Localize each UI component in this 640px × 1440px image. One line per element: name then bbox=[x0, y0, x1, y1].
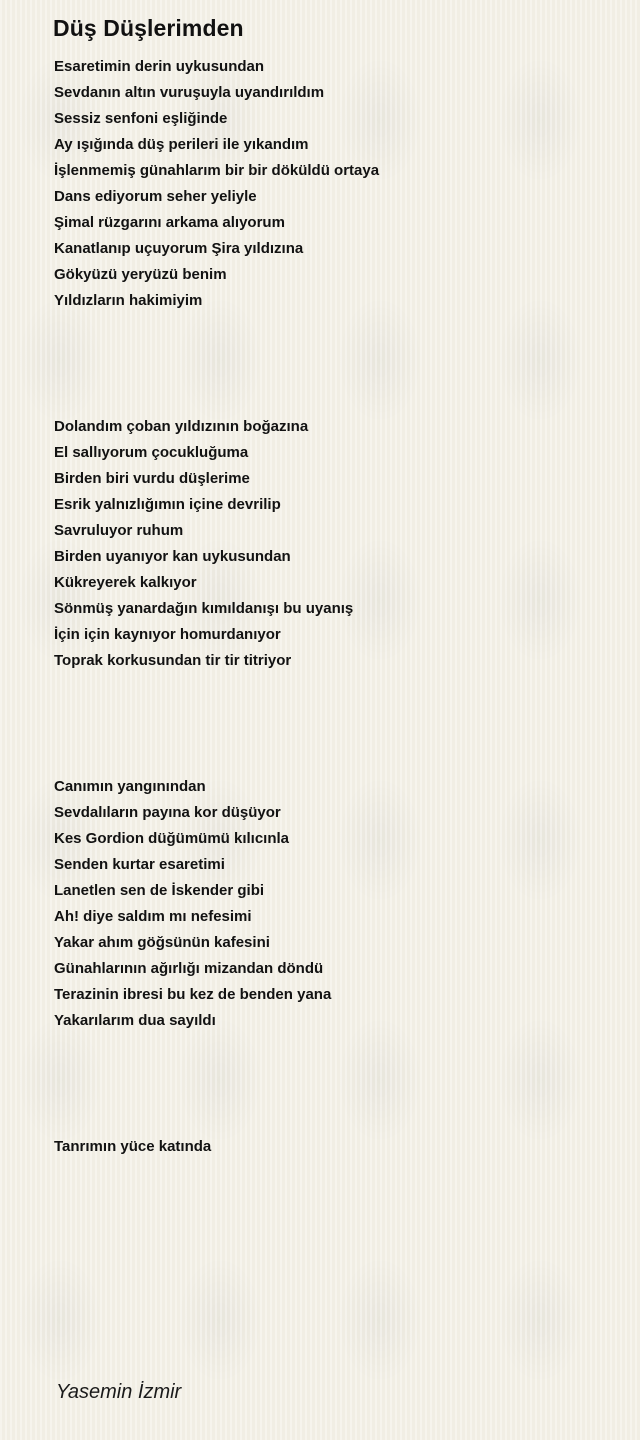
poem-line: Kükreyerek kalkıyor bbox=[54, 574, 197, 591]
poem-line: Yakarılarım dua sayıldı bbox=[54, 1012, 216, 1029]
stanza-1 bbox=[54, 54, 379, 314]
poem-line: Yıldızların hakimiyim bbox=[54, 292, 203, 309]
poem-line: Lanetlen sen de İskender gibi bbox=[54, 882, 265, 899]
poem-line: Kes Gordion düğümümü kılıcınla bbox=[54, 830, 290, 847]
poem-line: İçin için kaynıyor homurdanıyor bbox=[54, 626, 281, 643]
poem-line: Sevdalıların payına kor düşüyor bbox=[54, 804, 281, 821]
poem-line: Yakar ahım göğsünün kafesini bbox=[54, 934, 270, 951]
poem-line: İşlenmemiş günahlarım bir bir döküldü ortaya bbox=[54, 162, 380, 179]
poem-line: Birden biri vurdu düşlerime bbox=[54, 470, 250, 487]
poem-container bbox=[53, 0, 634, 1155]
poem-line: Günahlarının ağırlığı mizandan döndü bbox=[54, 960, 324, 977]
poem-line: Ah! diye saldım mı nefesimi bbox=[54, 908, 252, 925]
poem-line: Savruluyor ruhum bbox=[54, 522, 184, 539]
poem-line: Dans ediyorum seher yeliyle bbox=[54, 188, 257, 205]
poem-line: Sevdanın altın vuruşuyla uyandırıldım bbox=[54, 84, 325, 101]
poem-line: Birden uyanıyor kan uykusundan bbox=[54, 548, 291, 565]
poem-line: Sönmüş yanardağın kımıldanışı bu uyanış bbox=[54, 600, 354, 617]
stanza-2 bbox=[54, 414, 353, 674]
stanza-3 bbox=[54, 774, 331, 1034]
poem-author: Yasemin İzmir bbox=[56, 1381, 182, 1403]
poem-line: Senden kurtar esaretimi bbox=[54, 856, 225, 873]
poem-line: Gökyüzü yeryüzü benim bbox=[54, 266, 227, 283]
poem-title: Düş Düşlerimden bbox=[53, 15, 244, 41]
poem-line: Tanrımın yüce katında bbox=[54, 1138, 212, 1155]
poem-line: Kanatlanıp uçuyorum Şira yıldızına bbox=[54, 240, 304, 257]
poem-line: Ay ışığında düş perileri ile yıkandım bbox=[54, 136, 309, 153]
poem-line: Şimal rüzgarını arkama alıyorum bbox=[54, 214, 285, 231]
poem-line: Esaretimin derin uykusundan bbox=[54, 58, 265, 75]
poem-line: El sallıyorum çocukluğuma bbox=[54, 444, 249, 461]
poem-line: Terazinin ibresi bu kez de benden yana bbox=[54, 986, 332, 1003]
stanza-4 bbox=[54, 1134, 211, 1160]
poem-line: Canımın yangınından bbox=[54, 778, 206, 795]
poem-line: Toprak korkusundan tir tir titriyor bbox=[54, 652, 292, 669]
poem-line: Dolandım çoban yıldızının boğazına bbox=[54, 418, 309, 435]
poem-line: Sessiz senfoni eşliğinde bbox=[54, 110, 228, 127]
poem-line: Esrik yalnızlığımın içine devrilip bbox=[54, 496, 281, 513]
